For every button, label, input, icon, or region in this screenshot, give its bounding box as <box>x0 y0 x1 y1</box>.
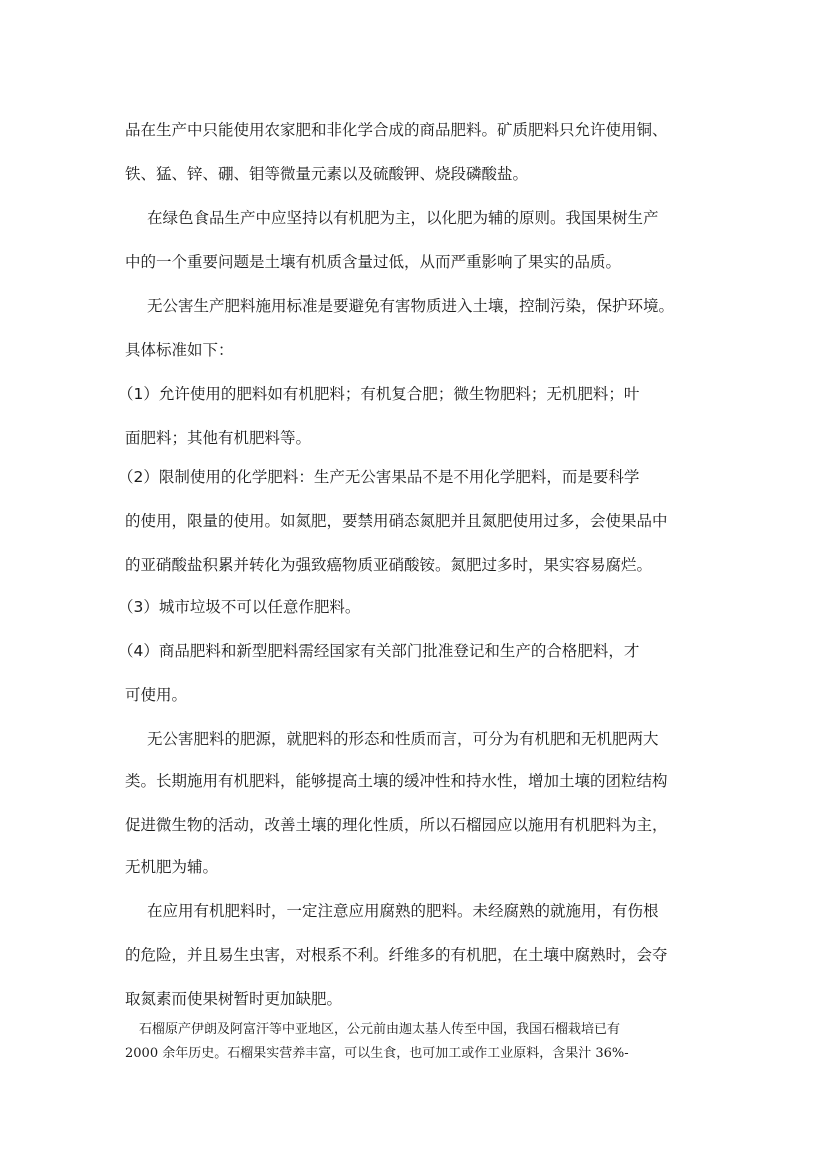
text-line: 石榴原产伊朗及阿富汗等中亚地区，公元前由迦太基人传至中国，我国石榴栽培已有 <box>139 1022 621 1037</box>
text-line: 取氮素而使果树暂时更加缺肥。 <box>125 990 343 1008</box>
text-line: 具体标准如下： <box>125 341 234 359</box>
text-line: 无公害生产肥料施用标准是要避免有害物质进入土壤，控制污染，保护环境。 <box>147 297 675 315</box>
text-line: （3）城市垃圾不可以任意作肥料。 <box>118 598 361 616</box>
text-line: 无公害肥料的肥源，就肥料的形态和性质而言，可分为有机肥和无机肥两大 <box>147 730 659 748</box>
text-line: 2000 余年历史。石榴果实营养丰富，可以生食，也可加工或作工业原料，含果汁 36%- <box>125 1046 629 1061</box>
text-line: 的亚硝酸盐积累并转化为强致癌物质亚硝酸铵。氮肥过多时，果实容易腐烂。 <box>125 556 653 574</box>
text-line: 面肥料；其他有机肥料等。 <box>125 429 312 447</box>
text-line: 铁、猛、锌、硼、钼等微量元素以及硫酸钾、烧段磷酸盐。 <box>125 165 529 183</box>
text-line: 可使用。 <box>125 686 188 704</box>
text-line: 的使用，限量的使用。如氮肥，要禁用硝态氮肥并且氮肥使用过多，会使果品中 <box>125 512 668 530</box>
text-line: 在绿色食品生产中应坚持以有机肥为主，以化肥为辅的原则。我国果树生产 <box>147 209 659 227</box>
text-line: 无机肥为辅。 <box>125 858 219 876</box>
text-line: （4）商品肥料和新型肥料需经国家有关部门批准登记和生产的合格肥料，才 <box>118 642 640 660</box>
text-line: （1）允许使用的肥料如有机肥料；有机复合肥；微生物肥料；无机肥料；叶 <box>118 385 640 403</box>
text-line: 品在生产中只能使用农家肥和非化学合成的商品肥料。矿质肥料只允许使用铜、 <box>125 121 668 139</box>
text-line: 类。长期施用有机肥料，能够提高土壤的缓冲性和持水性，增加土壤的团粒结构 <box>125 772 668 790</box>
text-line: 促进微生物的活动，改善土壤的理化性质，所以石榴园应以施用有机肥料为主， <box>125 816 668 834</box>
text-line: 中的一个重要问题是土壤有机质含量过低，从而严重影响了果实的品质。 <box>125 253 622 271</box>
text-line: （2）限制使用的化学肥料：生产无公害果品不是不用化学肥料，而是要科学 <box>118 468 640 486</box>
text-line: 在应用有机肥料时，一定注意应用腐熟的肥料。未经腐熟的就施用，有伤根 <box>147 902 659 920</box>
text-line: 的危险，并且易生虫害，对根系不利。纤维多的有机肥，在土壤中腐熟时，会夺 <box>125 946 668 964</box>
